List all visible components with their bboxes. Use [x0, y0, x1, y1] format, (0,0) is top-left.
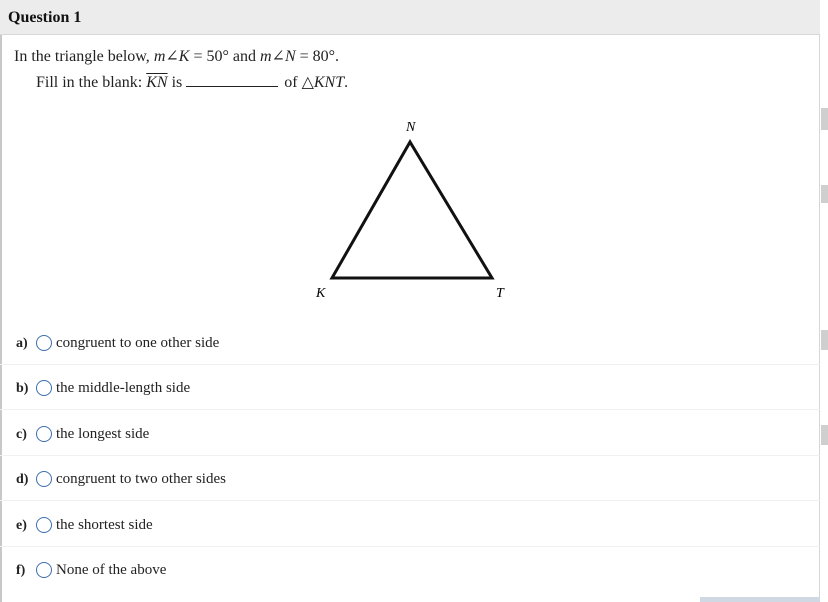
option-letter: e) — [16, 518, 27, 533]
option-letter: d) — [16, 472, 29, 487]
of-text: of △ — [280, 74, 314, 91]
angle-k-label: m∠K — [153, 48, 190, 65]
triangle-knt — [332, 142, 492, 278]
vertex-n-label: N — [406, 120, 416, 135]
question-stem-line2 — [36, 72, 348, 92]
option-text[interactable]: None of the above — [56, 562, 167, 578]
angle-n-label: m∠N — [259, 48, 296, 65]
right-scroll-strip — [821, 0, 828, 602]
option-letter: f) — [16, 563, 26, 578]
question-title: Question 1 — [8, 9, 82, 26]
radio-button[interactable] — [36, 517, 52, 533]
radio-button[interactable] — [36, 335, 52, 351]
scroll-mark — [821, 108, 828, 130]
option-f[interactable] — [0, 547, 820, 592]
scroll-mark — [821, 425, 828, 445]
radio-button[interactable] — [36, 471, 52, 487]
radio-button[interactable] — [36, 426, 52, 442]
option-b[interactable] — [0, 365, 820, 410]
bottom-scrollbar[interactable] — [700, 597, 820, 602]
radio-button[interactable] — [36, 380, 52, 396]
stem-text: In the triangle below, — [14, 48, 154, 65]
scroll-mark — [821, 185, 828, 203]
angle-n-value: = 80°. — [295, 48, 340, 65]
radio-button[interactable] — [36, 562, 52, 578]
answer-blank — [186, 73, 278, 87]
option-d[interactable] — [0, 456, 820, 501]
triangle-svg — [300, 110, 520, 310]
option-text[interactable]: congruent to two other sides — [56, 471, 226, 487]
triangle-name: KNT — [313, 74, 345, 91]
angle-k-value: = 50° and — [189, 48, 260, 65]
option-text[interactable]: the longest side — [56, 426, 150, 442]
option-text[interactable]: the middle-length side — [56, 380, 191, 396]
vertex-t-label: T — [496, 286, 504, 301]
option-e[interactable] — [0, 502, 820, 547]
option-text[interactable]: the shortest side — [56, 517, 153, 533]
question-stem-line1 — [14, 46, 339, 66]
question-header — [0, 0, 820, 35]
option-letter: c) — [16, 427, 27, 442]
option-letter: b) — [16, 381, 29, 396]
option-a[interactable] — [0, 320, 820, 365]
option-text[interactable]: congruent to one other side — [56, 335, 220, 351]
scroll-mark — [821, 330, 828, 350]
triangle-diagram — [300, 110, 520, 310]
option-letter: a) — [16, 336, 28, 351]
option-c[interactable] — [0, 411, 820, 456]
vertex-k-label: K — [316, 286, 326, 301]
period: . — [344, 74, 349, 91]
fill-blank-prompt: Fill in the blank: — [36, 74, 147, 91]
segment-kn: $\overline{KN}$ — [146, 74, 168, 91]
is-text: is — [167, 74, 183, 91]
